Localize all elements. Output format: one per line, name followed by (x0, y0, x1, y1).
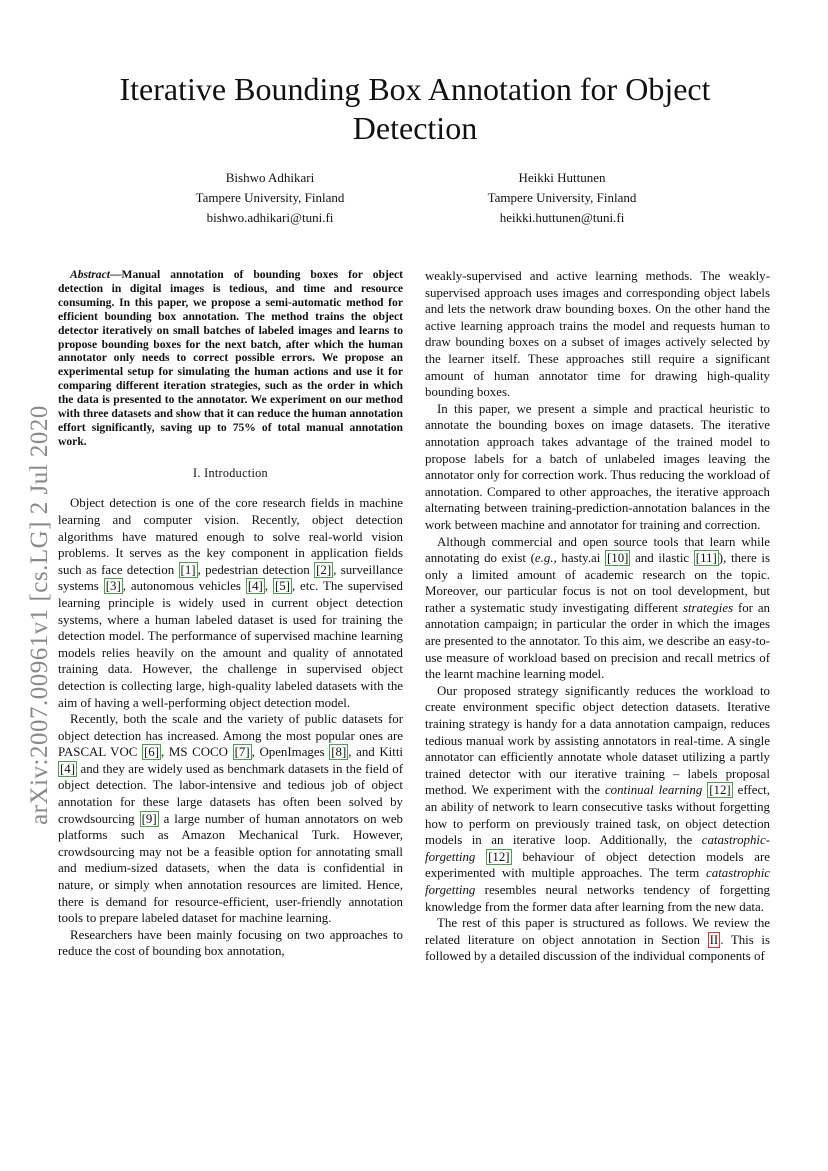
intro-paragraph-6: Our proposed strategy significantly reduces the workload to create environment specific object detection datasets. Iterative training strategy is handy for a data annotation campaign, reduces tedious manual work by assisting annotators in real-time. A single annotator can efficiently annotate whole dataset utilizing a partly trained detector with our iterative training – labels proposal method. We experiment with the continual learning [12] effect, an ability of network to learn consecutive tasks without forgetting how to perform on previously trained task, on object detection models in an iterative loop. Additionally, the catastrophic-forgetting [12] behaviour of object detection models are experimented with multiple approaches. The term catastrophic forgetting resembles neural networks tendency of forgetting knowledge from the former data after learning from the new data. (425, 683, 770, 914)
intro-paragraph-3-continued: weakly-supervised and active learning methods. The weakly-supervised approach uses images and corresponding object labels and lets the network draw bounding boxes. On the other hand the active learning approach trains the model and requests human to draw bounding boxes on a subset of images actively selected by the learner itself. These approaches still require a significant amount of human annotator time for drawing high-quality bounding boxes. (425, 269, 770, 400)
citation-link[interactable]: [9] (141, 811, 157, 826)
author-affiliation: Tampere University, Finland (487, 190, 637, 205)
author-email: heikki.huttunen@tuni.fi (499, 210, 625, 225)
citation-link[interactable]: [1] (180, 562, 196, 577)
author-name: Heikki Huttunen (518, 170, 606, 185)
paper-title: Iterative Bounding Box Annotation for Object Detection (119, 71, 711, 146)
intro-paragraph-7: The rest of this paper is structured as follows. We review the related literature on object annotation in Section II . This is followed by a detailed discussion of the individual components of (425, 916, 771, 964)
abstract-text: —Manual annotation of bounding boxes for object detection in digital images is tedious, and time and resource consuming. In this paper, we propose a semi-automatic method for efficient bounding box annotation. The method trains the object detector iteratively on small batches of labeled images and learns to propose bounding boxes for the next batch, after which the human annotator only needs to correct possible errors. We propose an experimental setup for simulating the human actions and use it for comparing different iteration strategies, such as the order in which the data is presented to the annotator. We experiment on our method with three datasets and show that it can reduce the human annotation effort significantly, saving up to 75% of total manual annotation work. (58, 268, 403, 448)
citation-link[interactable]: [12] (709, 783, 731, 798)
citation-link[interactable]: [2] (316, 562, 332, 577)
section-heading-introduction: I. Introduction (193, 465, 268, 480)
author-block-1 (140, 168, 400, 228)
citation-link[interactable]: [6] (144, 745, 160, 760)
arxiv-identifier: arXiv:2007.00961v1 [cs.LG] 2 Jul 2020 (26, 405, 53, 825)
author-block-2 (432, 168, 692, 228)
intro-paragraph-2: Recently, both the scale and the variety of public datasets for object detection has increased. Among the most popular ones are PASCAL VOC [6] , MS COCO [7] , OpenImages [8] , and Kitti [4] and they are widely used as benchmark datasets in the field of object detection. The labor-intensive and tedious job of object annotation for these large datasets has often been solved by crowdsourcing [9] a large number of human annotators on web platforms such as Amazon Mechanical Turk. However, crowdsourcing may not be a feasible option for annotating small and medium-sized datasets, when the data is confidential in nature, or simply when annotation resources are limited. Hence, there is demand for resource-efficient, user-friendly annotation tools to prepare labeled dataset for machine learning. (58, 712, 403, 926)
citation-link[interactable]: [12] (488, 849, 510, 864)
author-name: Bishwo Adhikari (225, 170, 315, 185)
citation-link[interactable]: [8] (331, 745, 347, 760)
abstract (58, 268, 403, 449)
right-column (425, 268, 770, 965)
abstract-label: Abstract (70, 268, 110, 281)
citation-link[interactable]: [4] (60, 761, 76, 776)
citation-link[interactable]: [10] (606, 551, 629, 566)
arxiv-sidebar (22, 380, 58, 850)
citation-link[interactable]: [4] (247, 579, 263, 594)
citation-link[interactable]: [3] (105, 579, 121, 594)
citation-link[interactable]: [5] (274, 579, 290, 594)
intro-paragraph-1: Object detection is one of the core research fields in machine learning and computer vision. Recently, object detection algorithms have matured enough to solve real-world vision problems. It serves as the key component in application fields such as face detection [1] , pedestrian detection [2] , surveillance systems [3] , autonomous vehicles [4] , [5] , etc. The supervised learning principle is widely used in current object detection systems, where a human labeled dataset is used for training the detection model. The performance of supervised machine learning models relies heavily on the amount and quality of annotated training data. However, the challenge in supervised object detection is collecting large, high-quality labeled datasets with the aim of having a well-performing object detection model. (58, 496, 403, 710)
citation-link[interactable]: [11] (695, 551, 717, 566)
author-email: bishwo.adhikari@tuni.fi (206, 210, 334, 225)
intro-paragraph-4: In this paper, we present a simple and practical heuristic to annotate the bounding boxes on image datasets. The iterative annotation approach takes advantage of the trained model to propose labels for a batch of unlabeled images leaving the annotator only for correction work. Thus reducing the workload of annotation. Compared to other approaches, the iterative approach alternating between training-prediction-annotation balances in the work between machine and annotator for training and correction. (425, 401, 770, 532)
intro-paragraph-5: Although commercial and open source tools that learn while annotating do exist (e.g., hasty.ai [10] and ilastic [11] ), there is only a limited amount of academic research on the topic. Moreover, our particular focus is not on tool development, but rather a systematic study investigating different strategies for an annotation campaign; in particular the order in which the images are presented to the annotator. To this aim, we describe an easy-to-use measure of workload based on precision and recall metrics of the learnt machine learning model. (425, 534, 770, 682)
left-column (58, 268, 403, 960)
section-reference-link[interactable]: II (709, 932, 719, 947)
author-affiliation: Tampere University, Finland (195, 190, 345, 205)
intro-paragraph-3: Researchers have been mainly focusing on two approaches to reduce the cost of bounding box annotation, (58, 927, 403, 959)
citation-link[interactable]: [7] (234, 745, 250, 760)
